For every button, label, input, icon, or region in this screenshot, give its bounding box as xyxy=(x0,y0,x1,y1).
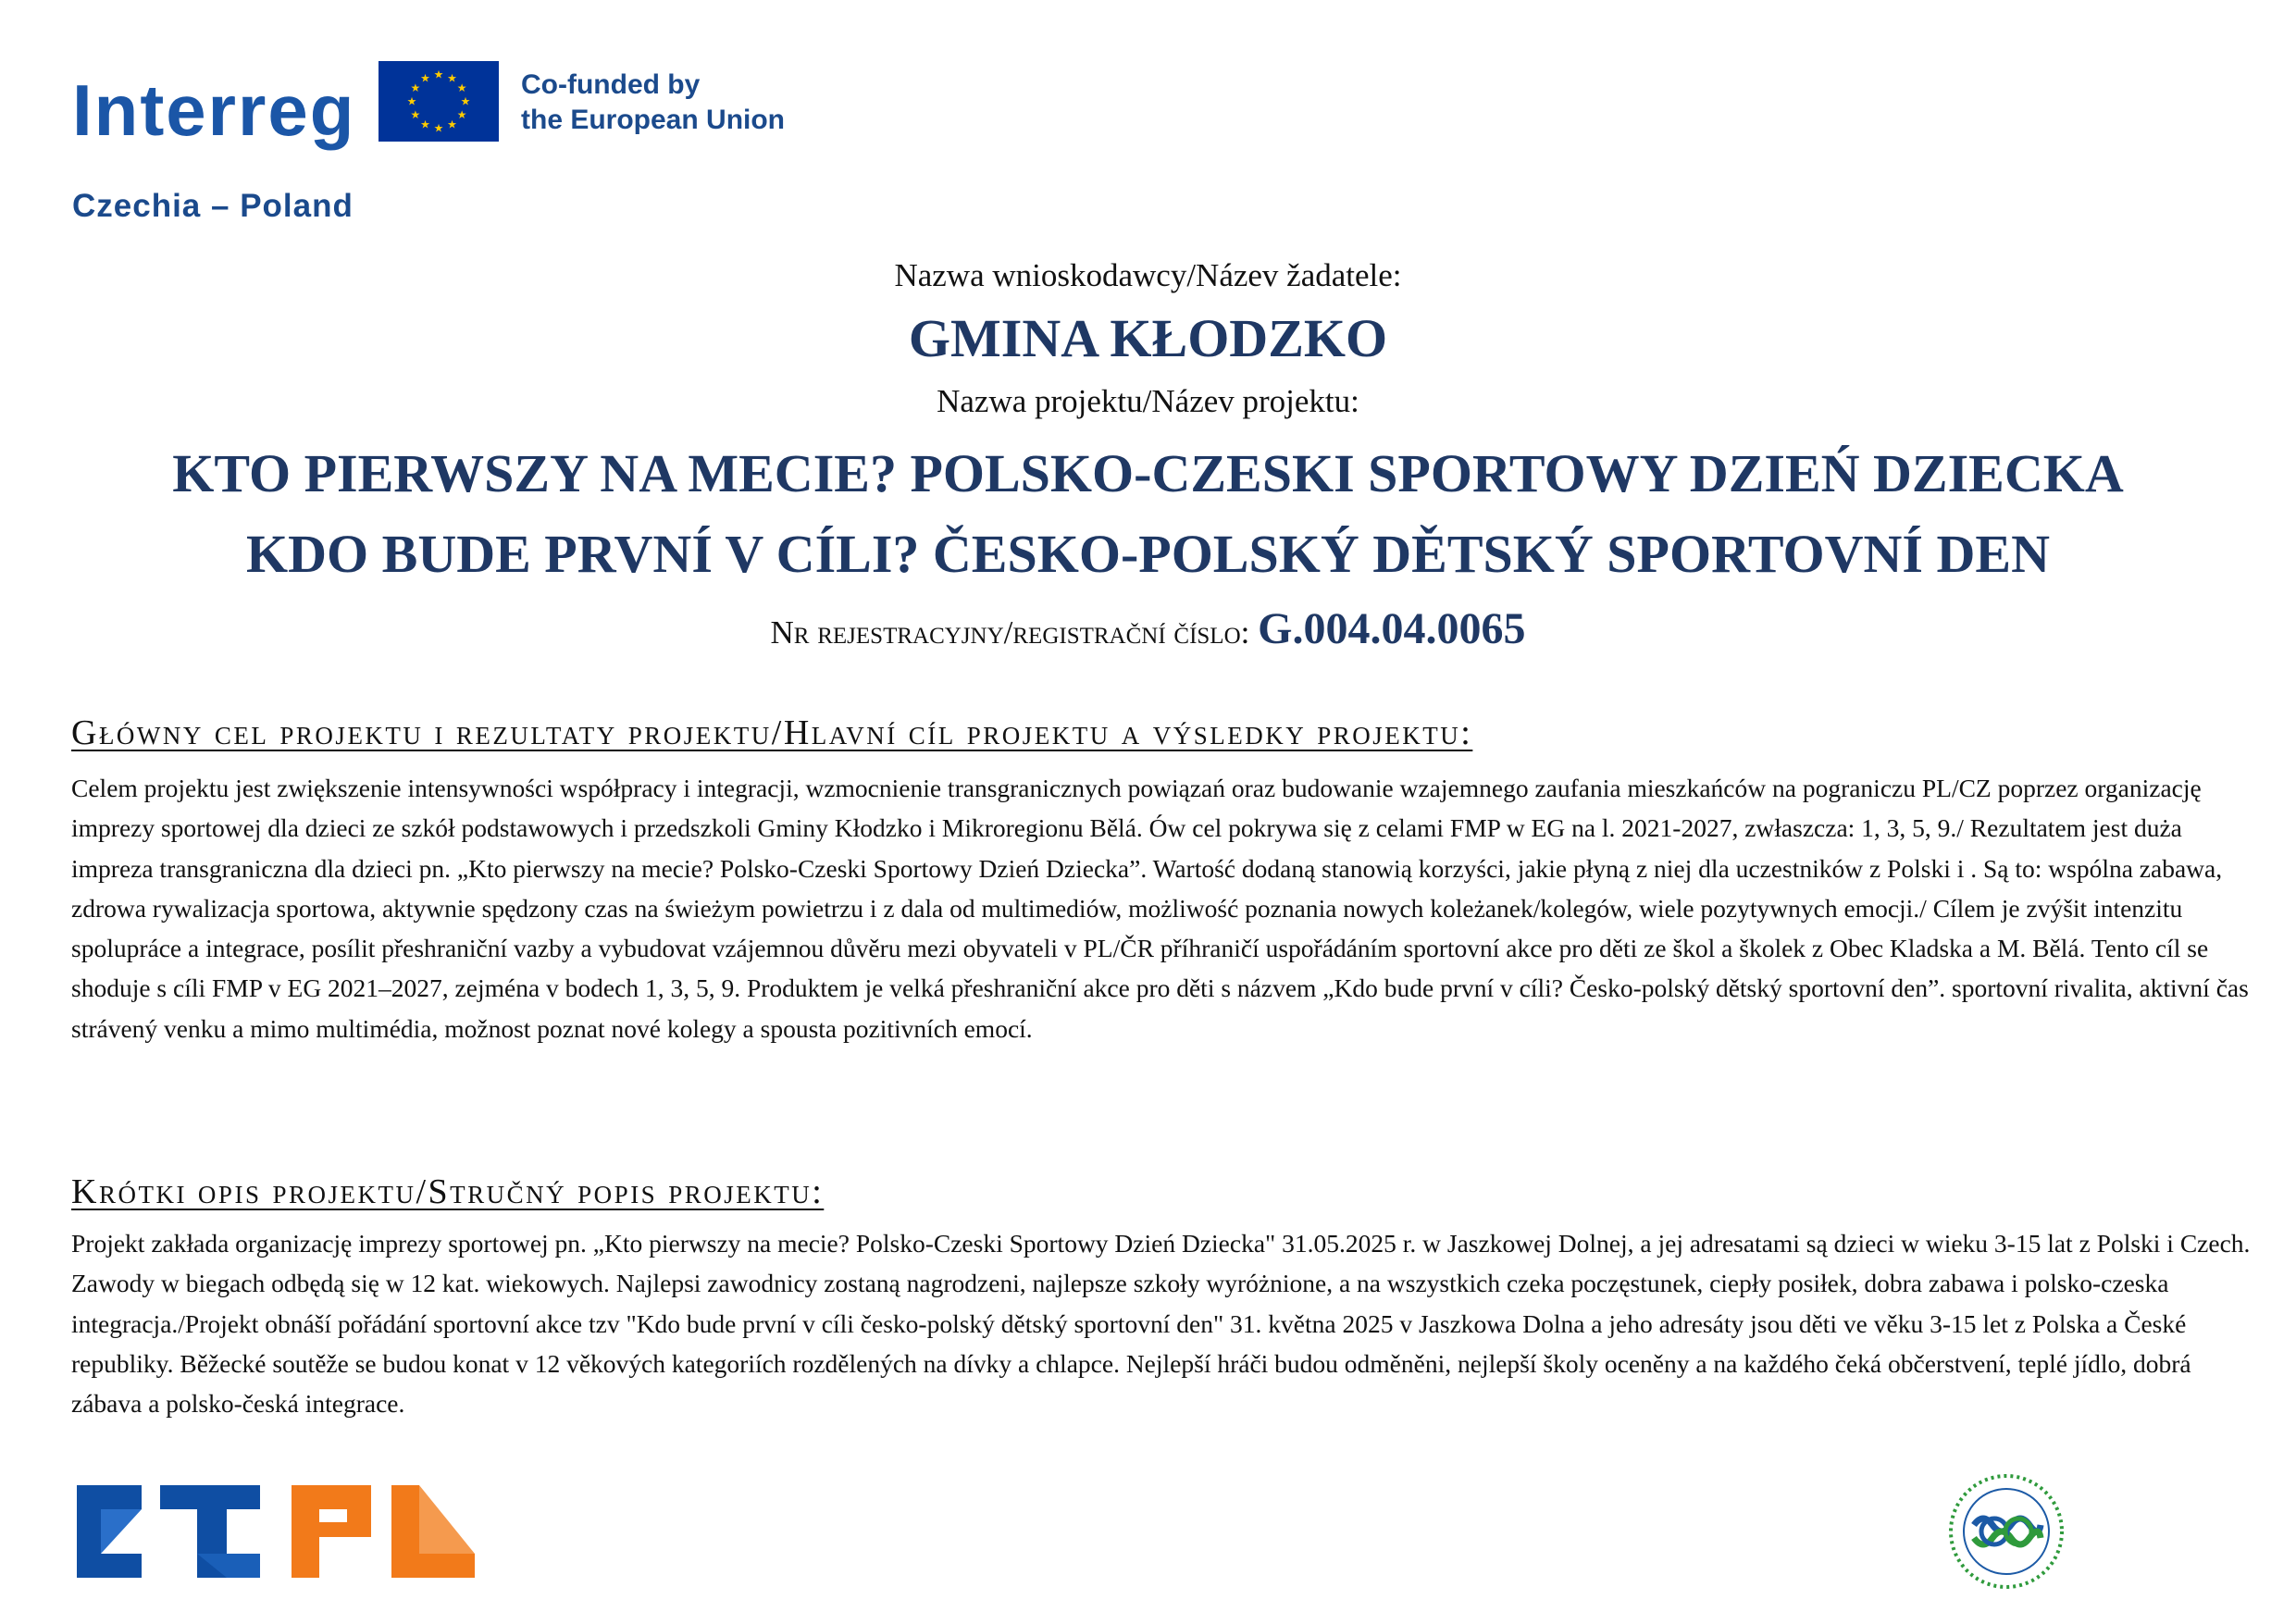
project-title-czech: KDO BUDE PRVNÍ V CÍLI? ČESKO-POLSKÝ DĚTSKÝ SPORTOVNÍ DEN xyxy=(246,524,2050,584)
euroregion-logo-icon xyxy=(1946,1471,2066,1596)
ctpl-logo-icon xyxy=(77,1476,484,1592)
program-region-label: Czechia – Poland xyxy=(72,188,354,224)
eu-star-icon: ★ xyxy=(420,118,430,131)
eu-star-icon: ★ xyxy=(433,68,444,81)
description-section-text: Projekt zakłada organizację imprezy sportowej pn. „Kto pierwszy na mecie? Polsko-Czeski Sportowy Dzień Dziecka" 31.05.2025 r. w Jaszkowej Dolnej, a jej adresatami są dzieci w wieku 3-15 lat z Polski i Czech. Zawody w biegach odbędą się w 12 kat. wiekowych. Najlepsi zawodnicy zostaną nagrodzeni, najlepsze szkoły wyróżnione, a na wszystkich czeka poczęstunek, ciepły posiłek, dobra zabawa i polsko-czeska integracja./Projekt obnáší pořádání sportovní akce tzv "Kdo bude první v cíli česko-polský dětský sportovní den" 31. května 2025 v Jaszkowa Dolna a jeho adresáty jsou děti ve věku 3-15 let z Polska a České republiky. Běžecké soutěže se budou konat v 12 věkových kategoriích rozdělených na dívky a chlapce. Nejlepší hráči budou odměněni, nejlepší školy oceněny a na každého čeká občerstvení, teplé jídlo, dobrá zábava a polsko-česká integrace. xyxy=(71,1229,2251,1419)
eu-star-icon: ★ xyxy=(406,94,417,108)
eu-star-icon: ★ xyxy=(456,108,467,121)
eu-star-icon: ★ xyxy=(447,118,457,131)
eu-star-icon: ★ xyxy=(410,81,421,94)
applicant-label: Nazwa wnioskodawcy/Název žadatele: xyxy=(894,257,1402,293)
registration-number: G.004.04.0065 xyxy=(1258,604,1526,653)
eu-star-icon: ★ xyxy=(433,121,444,135)
eu-flag-icon xyxy=(379,61,499,142)
eu-star-icon: ★ xyxy=(456,81,467,94)
cofunded-line-1: Co-funded by xyxy=(521,69,701,100)
project-label: Nazwa projektu/Název projektu: xyxy=(937,383,1359,419)
cofunded-by-eu-text xyxy=(521,68,785,138)
registration-label: Nr rejestracyjny/registrační číslo: xyxy=(770,614,1250,651)
applicant-name: GMINA KŁODZKO xyxy=(908,308,1388,368)
eu-star-icon: ★ xyxy=(447,71,457,85)
project-title-polish: KTO PIERWSZY NA MECIE? POLSKO-CZESKI SPORTOWY DZIEŃ DZIECKA xyxy=(172,443,2124,503)
eu-star-icon: ★ xyxy=(420,71,430,85)
goal-section-heading: Główny cel projektu i rezultaty projektu/Hlavní cíl projektu a výsledky projektu: xyxy=(71,713,1473,752)
interreg-logo: Interreg xyxy=(72,69,356,151)
goal-section-text: Celem projektu jest zwiększenie intensywności współpracy i integracji, wzmocnienie transgranicznych powiązań oraz budowanie wzajemnego zaufania mieszkańców na pograniczu PL/CZ poprzez organizację imprezy sportowej dla dzieci ze szkół podstawowych i przedszkoli Gminy Kłodzko i Mikroregionu Bělá. Ów cel pokrywa się z celami FMP w EG na l. 2021-2027, zwłaszcza: 1, 3, 5, 9./ Rezultatem jest duża impreza transgraniczna dla dzieci pn. „Kto pierwszy na mecie? Polsko-Czeski Sportowy Dzień Dziecka”. Wartość dodaną stanowią korzyści, jakie płyną z niej dla uczestników z Polski i . Są to: wspólna zabawa, zdrowa rywalizacja sportowa, aktywnie spędzony czas na świeżym powietrzu i z dala od multimediów, możliwość poznania nowych koleżanek/kolegów, wiele pozytywnych emocji./ Cílem je zvýšit intenzitu spolupráce a integrace, posílit přeshraniční vazby a vybudovat vzájemnou důvěru mezi obyvateli v PL/ČR příhraničí uspořádáním sportovní akce pro děti ze škol a školek z Obec Kladska a M. Bělá. Tento cíl se shoduje s cíli FMP v EG 2021–2027, zejména v bodech 1, 3, 5, 9. Produktem je velká přeshraniční akce pro děti s názvem „Kdo bude první v cíli? Česko-polský dětský sportovní den”. sportovní rivalita, aktivní čas strávený venku a mimo multimédia, možnost poznat nové kolegy a spousta pozitivních emocí. xyxy=(71,774,2249,1043)
cofunded-line-2: the European Union xyxy=(521,105,785,135)
eu-star-icon: ★ xyxy=(460,94,471,108)
registration-row xyxy=(0,603,2296,654)
description-section-heading: Krótki opis projektu/Stručný popis projektu: xyxy=(71,1172,825,1211)
eu-star-icon: ★ xyxy=(410,108,421,121)
